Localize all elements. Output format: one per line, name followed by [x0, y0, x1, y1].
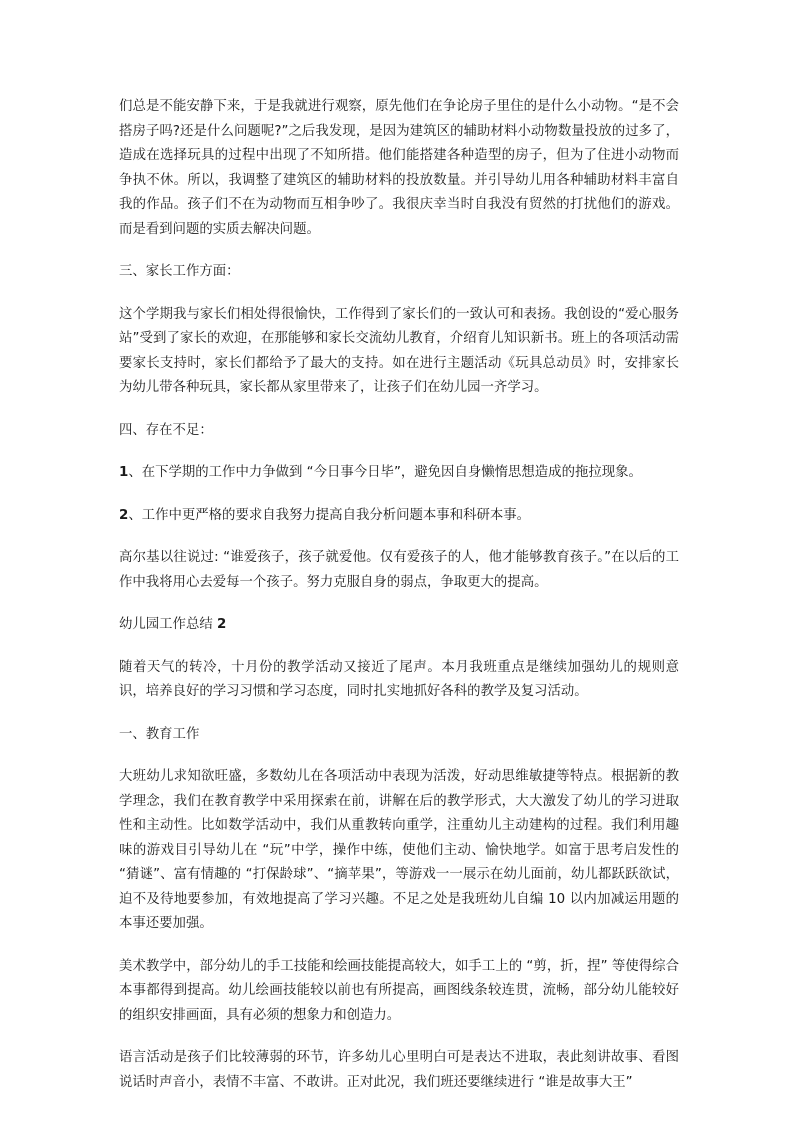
list-item-2-text: 、工作中更严格的要求自我努力提高自我分析问题本事和科研本事。 [128, 507, 531, 523]
paragraph-education: 大班幼儿求知欲旺盛，多数幼儿在各项活动中表现为活泼，好动思维敏捷等特点。根据新的教学理念，我们在教育教学中采用探索在前，讲解在后的教学形式，大大激发了幼儿的学习进取性和主动性。比如数学活动中，我们从重教转向重学，注重幼儿主动建构的过程。我们利用趣味的游戏目引导幼儿在 “玩”中学，操作中练，使他们主动、愉快地学。如富于思考启发性的 “猜谜”、富有情趣的 “打保龄球”、“摘苹果”，等游戏一一展示在幼儿面前，幼儿都跃跃欲试，迫不及待地要参加，有效地提高了学习兴趣。不足之处是我班幼儿自编 10 以内加减运用题的本事还要加强。 [119, 769, 679, 931]
paragraph-gorky-quote: 高尔基以往说过: “谁爱孩子，孩子就爱他。仅有爱孩子的人，他才能够教育孩子。”在以后的工作中我将用心去爱每一个孩子。努力克服自身的弱点，争取更大的提高。 [119, 550, 679, 590]
section-heading-education: 一、教育工作 [119, 726, 200, 742]
list-item-2 [119, 504, 679, 529]
paragraph-art: 美术教学中，部分幼儿的手工技能和绘画技能提高较大，如手工上的 “剪，折，捏” 等使得综合本事都得到提高。幼儿绘画技能较以前也有所提高，画图线条较连贯，流畅，部分幼儿能较好的组织安排画面，具有必须的想象力和创造力。 [119, 958, 679, 1023]
paragraph-observation: 们总是不能安静下来，于是我就进行观察，原先他们在争论房子里住的是什么小动物。“是不会搭房子吗?还是什么问题呢?”之后我发现，是因为建筑区的辅助材料小动物数量投放的过多了，造成在选择玩具的过程中出现了不知所措。他们能搭建各种造型的房子，但为了住进小动物而争执不休。所以，我调整了建筑区的辅助材料的投放数量。并引导幼儿用各种辅助材料丰富自我的作品。孩子们不在为动物而互相争吵了。我很庆幸当时自我没有贸然的打扰他们的游戏。而是看到问题的实质去解决问题。 [119, 99, 679, 237]
summary-title-text: 幼儿园工作总结 [119, 617, 217, 632]
paragraph-october: 随着天气的转冷，十月份的教学活动又接近了尾声。本月我班重点是继续加强幼儿的规则意识，培养良好的学习习惯和学习态度，同时扎实地抓好各科的教学及复习活动。 [119, 659, 679, 699]
document-page [119, 95, 679, 1113]
list-item-1 [119, 461, 679, 486]
list-item-2-number: 2 [119, 507, 129, 523]
summary-title [119, 613, 679, 638]
paragraph-parents: 这个学期我与家长们相处得很愉快，工作得到了家长们的一致认可和表扬。我创设的“爱心服务站”受到了家长的欢迎，在那能够和家长交流幼儿教育，介绍育儿知识新书。班上的各项活动需要家长支持时，家长们都给予了最大的支持。如在进行主题活动《玩具总动员》时，安排家长为幼儿带各种玩具，家长都从家里带来了，让孩子们在幼儿园一齐学习。 [119, 306, 679, 395]
section-heading-shortcomings: 四、存在不足： [119, 422, 213, 438]
section-heading-parents: 三、家长工作方面： [119, 264, 240, 279]
list-item-1-text: 、在下学期的工作中力争做到 “今日事今日毕”，避免因自身懒惰思想造成的拖拉现象。 [128, 465, 642, 480]
list-item-1-number: 1 [119, 465, 129, 480]
paragraph-language: 语言活动是孩子们比较薄弱的环节，许多幼儿心里明白可是表达不进取，表此刻讲故事、看图说话时声音小，表情不丰富、不敢讲。正对此况，我们班还要继续进行 “谁是故事大王” [119, 1050, 679, 1090]
summary-title-number: 2 [217, 617, 227, 632]
